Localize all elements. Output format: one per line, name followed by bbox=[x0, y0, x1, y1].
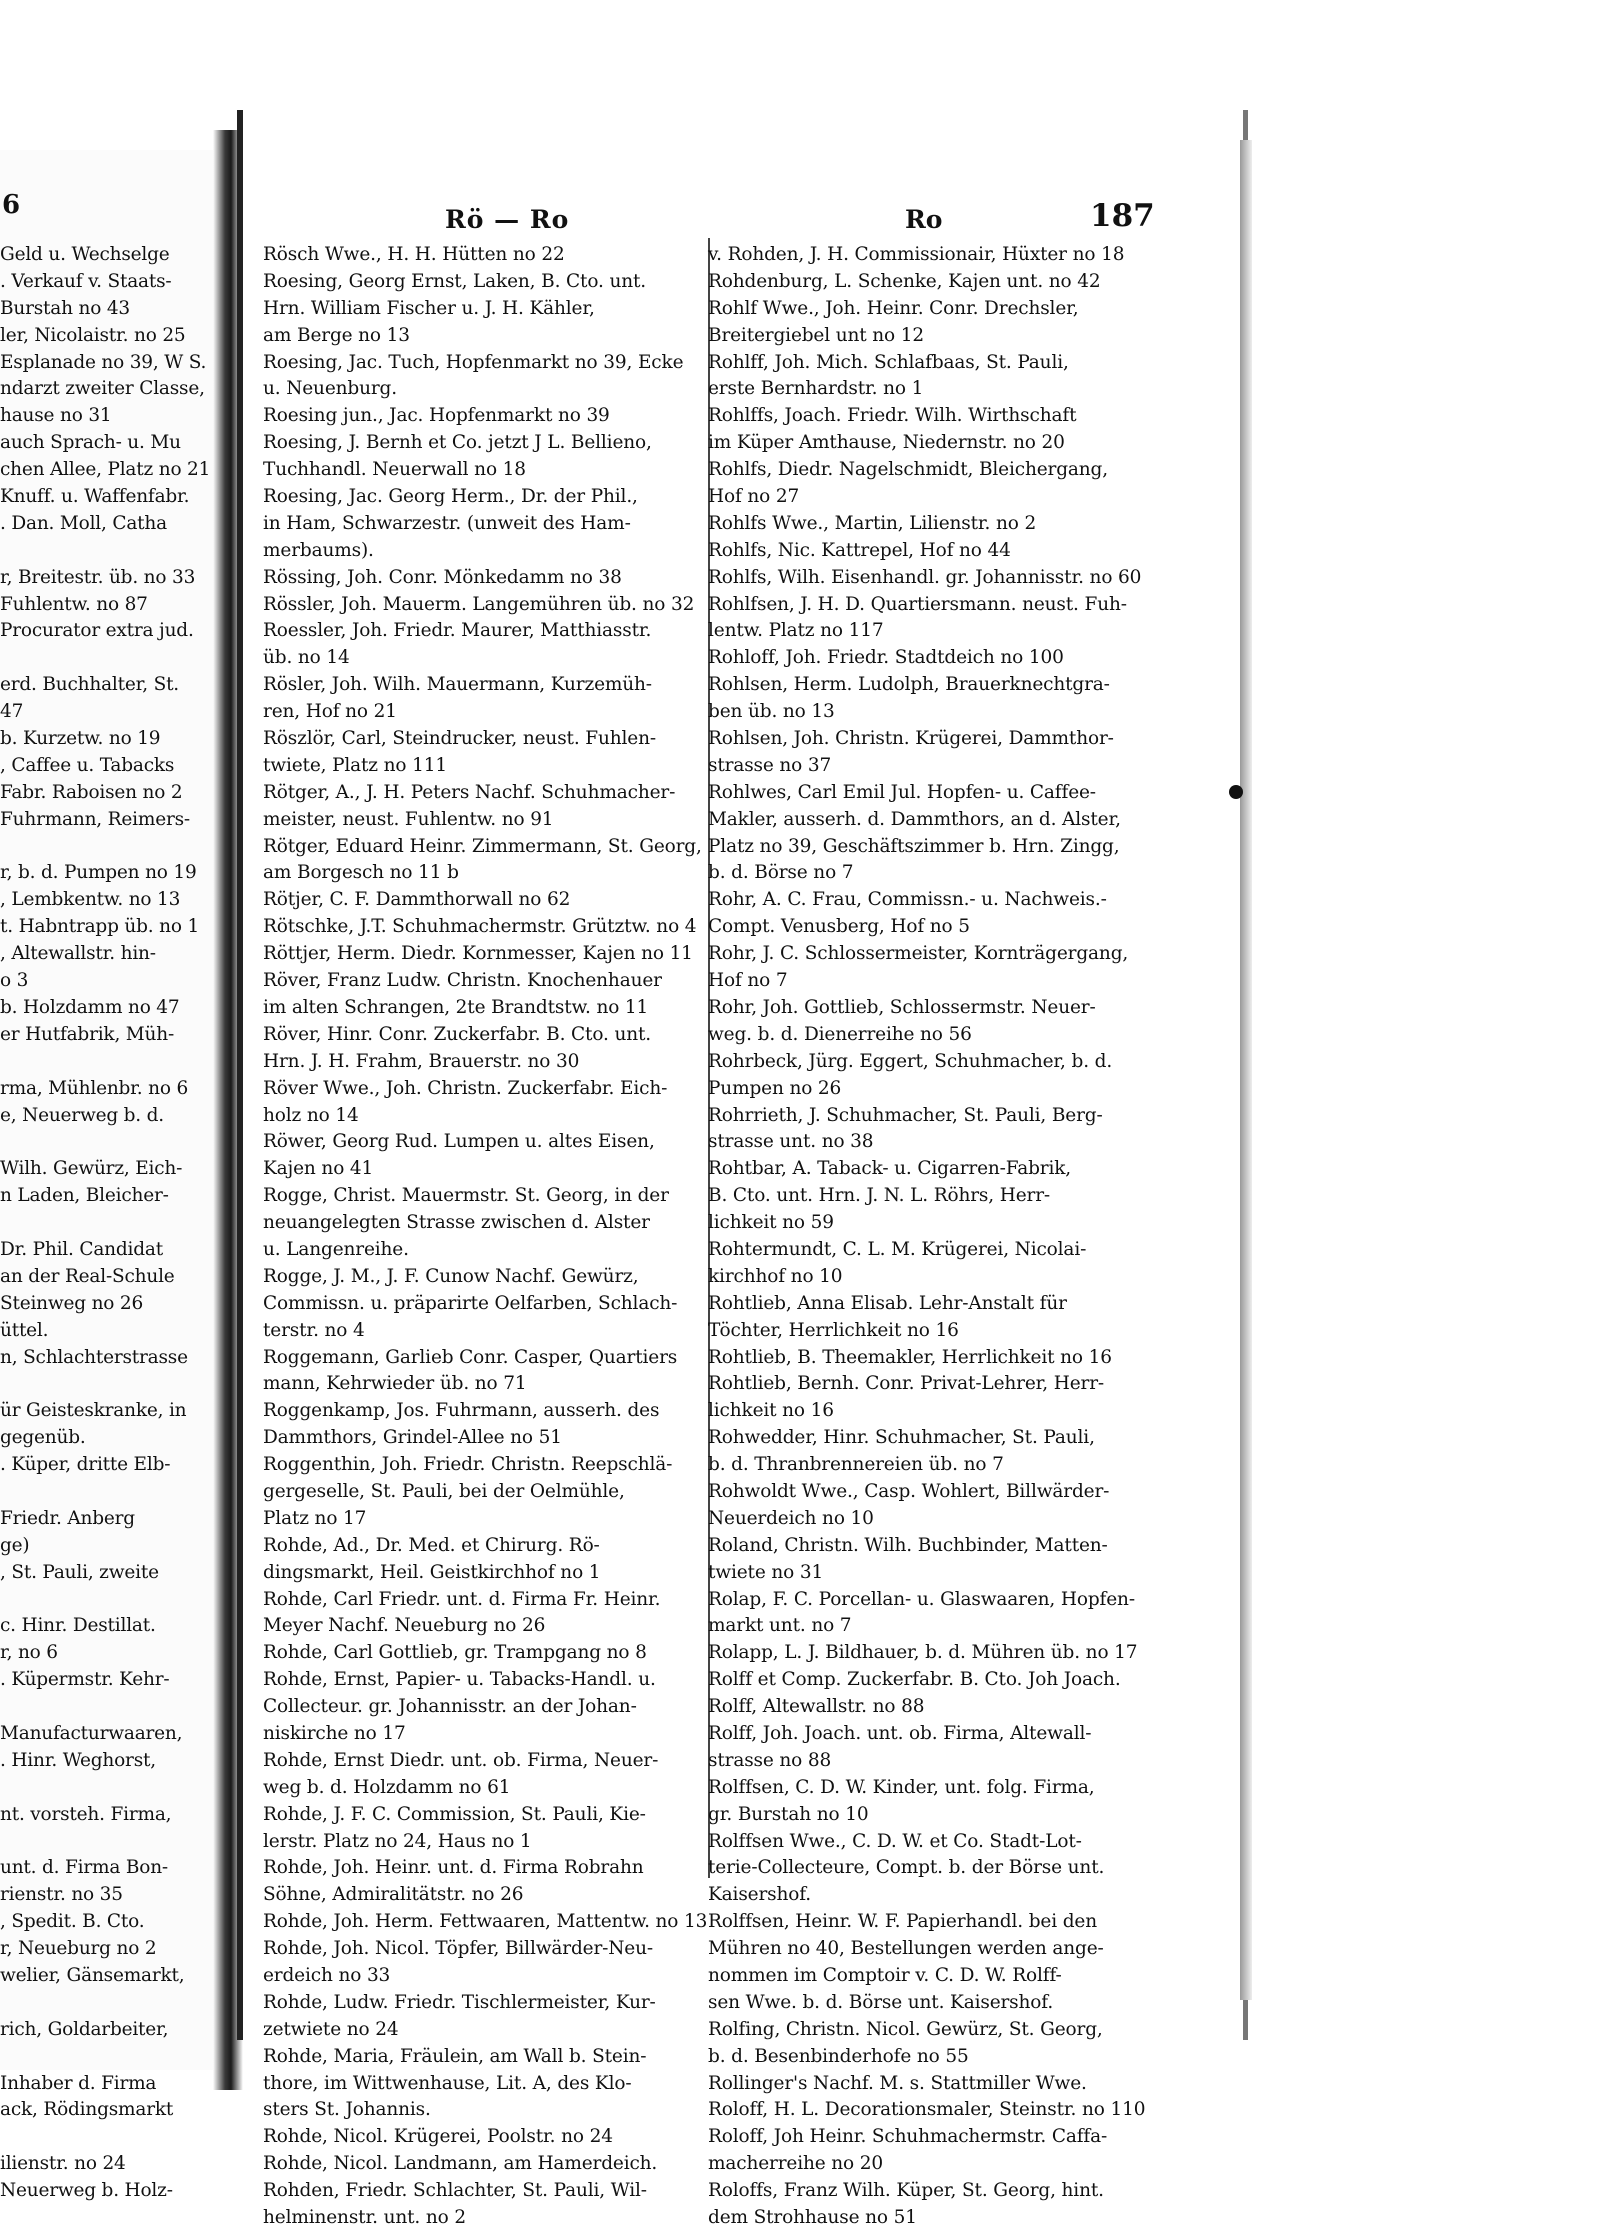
directory-entry-line: , Spedit. B. Cto. bbox=[0, 1911, 145, 1933]
directory-entry-line: Rohlwes, Carl Emil Jul. Hopfen- u. Caffee- bbox=[708, 781, 1096, 803]
directory-entry-line: ür Geisteskranke, in bbox=[0, 1400, 187, 1422]
directory-entry-line: Roessler, Joh. Friedr. Maurer, Matthiasstr. bbox=[263, 620, 652, 642]
directory-entry-line: Rohde, Maria, Fräulein, am Wall b. Stein- bbox=[263, 2045, 647, 2067]
directory-entry-line: Rohde, Ernst, Papier- u. Tabacks-Handl. u. bbox=[263, 1669, 656, 1691]
directory-entry-line: r, b. d. Pumpen no 19 bbox=[0, 862, 197, 884]
directory-entry-line: Hof no 27 bbox=[708, 486, 800, 508]
directory-entry-line: b. d. Besenbinderhofe no 55 bbox=[708, 2045, 969, 2067]
directory-entry-line: Rohlff, Joh. Mich. Schlafbaas, St. Pauli, bbox=[708, 351, 1069, 373]
directory-entry-line: zetwiete no 24 bbox=[263, 2018, 399, 2040]
page-edge bbox=[1240, 140, 1252, 2000]
directory-entry-line: Rolap, F. C. Porcellan- u. Glaswaaren, Hopfen- bbox=[708, 1588, 1135, 1610]
directory-entry-line: markt unt. no 7 bbox=[708, 1615, 852, 1637]
directory-entry-line bbox=[0, 1587, 225, 1614]
directory-entry-line: terstr. no 4 bbox=[263, 1319, 365, 1341]
directory-entry-line bbox=[0, 2124, 225, 2151]
directory-entry-line: Rollinger's Nachf. M. s. Stattmiller Wwe. bbox=[708, 2072, 1087, 2094]
directory-entry-line: Roesing, Georg Ernst, Laken, B. Cto. unt. bbox=[263, 270, 646, 292]
directory-entry-line: erste Bernhardstr. no 1 bbox=[708, 378, 924, 400]
directory-entry-line: dingsmarkt, Heil. Geistkirchhof no 1 bbox=[263, 1561, 601, 1583]
directory-entry-line: Knuff. u. Waffenfabr. bbox=[0, 486, 190, 508]
directory-entry-line: Procurator extra jud. bbox=[0, 620, 194, 642]
directory-entry-line: thore, im Wittwenhause, Lit. A, des Klo- bbox=[263, 2072, 632, 2094]
directory-entry-line: o 3 bbox=[0, 970, 29, 992]
directory-entry-line: ren, Hof no 21 bbox=[263, 701, 397, 723]
directory-entry-line: Collecteur. gr. Johannisstr. an der Johan- bbox=[263, 1696, 637, 1718]
directory-entry-line: Rohde, Carl Friedr. unt. d. Firma Fr. Heinr. bbox=[263, 1588, 661, 1610]
page-header-letters: Ro bbox=[905, 205, 943, 234]
directory-entry-line: Rössler, Joh. Mauerm. Langemühren üb. no 32 bbox=[263, 593, 695, 615]
directory-entry-line: Commissn. u. präparirte Oelfarben, Schlach- bbox=[263, 1292, 678, 1314]
directory-entry-line: üb. no 14 bbox=[263, 647, 350, 669]
directory-entry-line: dem Strohhause no 51 bbox=[708, 2207, 917, 2229]
directory-entry-line: Neuerdeich no 10 bbox=[708, 1507, 874, 1529]
directory-entry-line bbox=[0, 1990, 225, 2017]
directory-entry-line: hause no 31 bbox=[0, 405, 112, 427]
directory-entry-line: Rohwedder, Hinr. Schuhmacher, St. Pauli, bbox=[708, 1427, 1095, 1449]
directory-entry-line: rienstr. no 35 bbox=[0, 1884, 123, 1906]
directory-entry-line: lentw. Platz no 117 bbox=[708, 620, 884, 642]
directory-entry-line: am Berge no 13 bbox=[263, 324, 410, 346]
directory-entry-line bbox=[0, 1775, 225, 1802]
directory-entry-line: ge) bbox=[0, 1534, 30, 1556]
directory-entry-line: Dammthors, Grindel-Allee no 51 bbox=[263, 1427, 562, 1449]
directory-entry-line bbox=[0, 1694, 225, 1721]
directory-entry-line: Platz no 39, Geschäftszimmer b. Hrn. Zingg, bbox=[708, 835, 1120, 857]
directory-entry-line bbox=[0, 538, 225, 565]
directory-entry-line: Steinweg no 26 bbox=[0, 1292, 144, 1314]
directory-entry-line: helminenstr. unt. no 2 bbox=[263, 2207, 466, 2229]
directory-entry-line: Neuerweg b. Holz- bbox=[0, 2180, 173, 2202]
directory-entry-line: Wilh. Gewürz, Eich- bbox=[0, 1158, 183, 1180]
directory-entry-line: n Laden, Bleicher- bbox=[0, 1185, 169, 1207]
directory-entry-line: Kaisershof. bbox=[708, 1884, 812, 1906]
directory-entry-line: Rohtlieb, B. Theemakler, Herrlichkeit no 16 bbox=[708, 1346, 1112, 1368]
directory-entry-line: 47 bbox=[0, 701, 24, 723]
directory-entry-line: Rösler, Joh. Wilh. Mauermann, Kurzemüh- bbox=[263, 674, 652, 696]
directory-entry-line: Platz no 17 bbox=[263, 1507, 367, 1529]
directory-entry-line: t. Habntrapp üb. no 1 bbox=[0, 916, 200, 938]
directory-entry-line: Fuhlentw. no 87 bbox=[0, 593, 148, 615]
directory-entry-line: gergeselle, St. Pauli, bei der Oelmühle, bbox=[263, 1480, 625, 1502]
directory-entry-line: , Lembkentw. no 13 bbox=[0, 889, 181, 911]
directory-entry-line: Rolffsen, C. D. W. Kinder, unt. folg. Firma, bbox=[708, 1776, 1095, 1798]
directory-entry-line: Rohlfs, Nic. Kattrepel, Hof no 44 bbox=[708, 539, 1011, 561]
directory-entry-line: r, Neueburg no 2 bbox=[0, 1938, 157, 1960]
directory-entry-line: Kajen no 41 bbox=[263, 1158, 374, 1180]
directory-entry-line: Rötger, A., J. H. Peters Nachf. Schuhmacher- bbox=[263, 781, 676, 803]
directory-entry-line: ben üb. no 13 bbox=[708, 701, 835, 723]
directory-entry-line: lerstr. Platz no 24, Haus no 1 bbox=[263, 1830, 532, 1852]
directory-entry-line: Rohtermundt, C. L. M. Krügerei, Nicolai- bbox=[708, 1238, 1087, 1260]
directory-entry-line: Rohlfsen, J. H. D. Quartiersmann. neust. Fuh- bbox=[708, 593, 1127, 615]
directory-entry-line: r, no 6 bbox=[0, 1642, 58, 1664]
directory-entry-line: erd. Buchhalter, St. bbox=[0, 674, 179, 696]
directory-entry-line: er Hutfabrik, Müh- bbox=[0, 1023, 175, 1045]
directory-entry-line: Inhaber d. Firma bbox=[0, 2072, 157, 2094]
directory-entry-line: r, Breitestr. üb. no 33 bbox=[0, 566, 196, 588]
directory-entry-line: Rohr, J. C. Schlossermeister, Kornträgergang, bbox=[708, 943, 1129, 965]
directory-entry-line: Hrn. William Fischer u. J. H. Kähler, bbox=[263, 297, 595, 319]
directory-entry-line: Rohlsen, Herm. Ludolph, Brauerknechtgra- bbox=[708, 674, 1110, 696]
directory-entry-line: Röver Wwe., Joh. Christn. Zuckerfabr. Eich- bbox=[263, 1077, 668, 1099]
directory-entry-line: weg. b. d. Dienerreihe no 56 bbox=[708, 1023, 972, 1045]
directory-entry-line bbox=[0, 1479, 225, 1506]
directory-entry-line: strasse no 37 bbox=[708, 754, 832, 776]
directory-entry-line: Rogge, J. M., J. F. Cunow Nachf. Gewürz, bbox=[263, 1265, 639, 1287]
directory-entry-line: macherreihe no 20 bbox=[708, 2153, 884, 2175]
directory-entry-line: . Verkauf v. Staats- bbox=[0, 270, 172, 292]
directory-entry-line: Rolfing, Christn. Nicol. Gewürz, St. Georg, bbox=[708, 2018, 1103, 2040]
directory-entry-line: b. Holzdamm no 47 bbox=[0, 996, 180, 1018]
directory-entry-line: strasse unt. no 38 bbox=[708, 1131, 874, 1153]
directory-column-2 bbox=[708, 242, 1188, 2232]
directory-entry-line: Fuhrmann, Reimers- bbox=[0, 808, 190, 830]
directory-entry-line bbox=[0, 1129, 225, 1156]
directory-entry-line: im Küper Amthause, Niedernstr. no 20 bbox=[708, 432, 1065, 454]
directory-entry-line: Rötschke, J.T. Schuhmachermstr. Grütztw. no 4 bbox=[263, 916, 697, 938]
directory-entry-line: ack, Rödingsmarkt bbox=[0, 2099, 174, 2121]
directory-entry-line: Rössing, Joh. Conr. Mönkedamm no 38 bbox=[263, 566, 622, 588]
directory-entry-line: Friedr. Anberg bbox=[0, 1507, 135, 1529]
directory-entry-line: Röszlör, Carl, Steindrucker, neust. Fuhlen- bbox=[263, 728, 656, 750]
directory-entry-line: Mühren no 40, Bestellungen werden ange- bbox=[708, 1938, 1104, 1960]
directory-column-1 bbox=[263, 242, 718, 2232]
directory-entry-line: meister, neust. Fuhlentw. no 91 bbox=[263, 808, 554, 830]
directory-entry-line: Meyer Nachf. Neueburg no 26 bbox=[263, 1615, 546, 1637]
directory-entry-line: merbaums). bbox=[263, 539, 374, 561]
directory-entry-line: Rohwoldt Wwe., Casp. Wohlert, Billwärder- bbox=[708, 1480, 1110, 1502]
directory-entry-line: Rohde, Ludw. Friedr. Tischlermeister, Kur- bbox=[263, 1991, 656, 2013]
directory-entry-line: unt. d. Firma Bon- bbox=[0, 1857, 168, 1879]
left-page-lines bbox=[0, 242, 225, 2205]
directory-entry-line: am Borgesch no 11 b bbox=[263, 862, 459, 884]
directory-entry-line: rma, Mühlenbr. no 6 bbox=[0, 1077, 189, 1099]
directory-entry-line: Rolff et Comp. Zuckerfabr. B. Cto. Joh Joach. bbox=[708, 1669, 1121, 1691]
directory-entry-line: ilienstr. no 24 bbox=[0, 2153, 126, 2175]
directory-entry-line: Rohlfs, Diedr. Nagelschmidt, Bleichergang, bbox=[708, 459, 1108, 481]
directory-entry-line: . Hinr. Weghorst, bbox=[0, 1749, 156, 1771]
directory-entry-line: Rohde, Nicol. Landmann, am Hamerdeich. bbox=[263, 2153, 658, 2175]
directory-entry-line bbox=[0, 1210, 225, 1237]
directory-entry-line: Hof no 7 bbox=[708, 970, 788, 992]
directory-entry-line: lichkeit no 59 bbox=[708, 1212, 834, 1234]
directory-entry-line: Roland, Christn. Wilh. Buchbinder, Matten- bbox=[708, 1534, 1108, 1556]
directory-entry-line: . Küper, dritte Elb- bbox=[0, 1454, 171, 1476]
directory-entry-line: im alten Schrangen, 2te Brandtstw. no 11 bbox=[263, 996, 649, 1018]
directory-entry-line: Makler, ausserh. d. Dammthors, an d. Alster, bbox=[708, 808, 1121, 830]
directory-entry-line: b. d. Thranbrennereien üb. no 7 bbox=[708, 1454, 1004, 1476]
left-page-number: 6 bbox=[2, 190, 21, 220]
directory-entry-line: sters St. Johannis. bbox=[263, 2099, 431, 2121]
directory-entry-line: Rohde, Joh. Nicol. Töpfer, Billwärder-Neu- bbox=[263, 1938, 653, 1960]
directory-entry-line: Rolff, Altewallstr. no 88 bbox=[708, 1696, 925, 1718]
directory-entry-line: terie-Collecteure, Compt. b. der Börse unt. bbox=[708, 1857, 1105, 1879]
directory-entry-line: Rohden, Friedr. Schlachter, St. Pauli, Wil- bbox=[263, 2180, 647, 2202]
directory-entry-line: . Küpermstr. Kehr- bbox=[0, 1669, 170, 1691]
ink-spot bbox=[1229, 785, 1243, 799]
directory-entry-line: Söhne, Admiralitätstr. no 26 bbox=[263, 1884, 524, 1906]
directory-entry-line: Roggenkamp, Jos. Fuhrmann, ausserh. des bbox=[263, 1400, 660, 1422]
directory-entry-line: Rohr, A. C. Frau, Commissn.- u. Nachweis.- bbox=[708, 889, 1107, 911]
directory-entry-line: Rohr, Joh. Gottlieb, Schlossermstr. Neuer- bbox=[708, 996, 1096, 1018]
directory-entry-line: c. Hinr. Destillat. bbox=[0, 1615, 156, 1637]
directory-entry-line: v. Rohden, J. H. Commissionair, Hüxter no 18 bbox=[708, 244, 1125, 265]
directory-entry-line: gr. Burstah no 10 bbox=[708, 1803, 869, 1825]
directory-entry-line: holz no 14 bbox=[263, 1104, 359, 1126]
directory-entry-line: Rohtlieb, Bernh. Conr. Privat-Lehrer, Herr- bbox=[708, 1373, 1105, 1395]
directory-entry-line bbox=[0, 2044, 225, 2071]
directory-entry-line bbox=[0, 834, 225, 861]
directory-entry-line: ndarzt zweiter Classe, bbox=[0, 378, 205, 400]
directory-entry-line: . Dan. Moll, Catha bbox=[0, 512, 167, 534]
directory-entry-line: Rohtbar, A. Taback- u. Cigarren-Fabrik, bbox=[708, 1158, 1072, 1180]
directory-entry-line: b. Kurzetw. no 19 bbox=[0, 728, 161, 750]
directory-entry-line: Rohloff, Joh. Friedr. Stadtdeich no 100 bbox=[708, 647, 1064, 669]
directory-entry-line: Roggenthin, Joh. Friedr. Christn. Reepschlä- bbox=[263, 1454, 673, 1476]
directory-entry-line: , Altewallstr. hin- bbox=[0, 943, 156, 965]
directory-entry-line: Rohtlieb, Anna Elisab. Lehr-Anstalt für bbox=[708, 1292, 1067, 1314]
directory-entry-line: Rolffsen, Heinr. W. F. Papierhandl. bei den bbox=[708, 1911, 1097, 1933]
directory-entry-line: Rohdenburg, L. Schenke, Kajen unt. no 42 bbox=[708, 270, 1101, 292]
directory-entry-line: u. Langenreihe. bbox=[263, 1238, 409, 1260]
directory-entry-line: Röver, Hinr. Conr. Zuckerfabr. B. Cto. unt. bbox=[263, 1023, 651, 1045]
directory-entry-line bbox=[0, 1371, 225, 1398]
directory-entry-line: Manufacturwaaren, bbox=[0, 1722, 183, 1744]
directory-entry-line: an der Real-Schule bbox=[0, 1265, 175, 1287]
directory-entry-line: Rohde, Ernst Diedr. unt. ob. Firma, Neuer- bbox=[263, 1749, 659, 1771]
directory-entry-line: Compt. Venusberg, Hof no 5 bbox=[708, 916, 970, 938]
directory-entry-line: Röver, Franz Ludw. Christn. Knochenhauer bbox=[263, 970, 662, 992]
directory-entry-line: Breitergiebel unt no 12 bbox=[708, 324, 924, 346]
directory-entry-line: Rötger, Eduard Heinr. Zimmermann, St. Georg, bbox=[263, 835, 702, 857]
directory-entry-line: Tuchhandl. Neuerwall no 18 bbox=[263, 459, 526, 481]
directory-entry-line: niskirche no 17 bbox=[263, 1722, 406, 1744]
directory-entry-line: nt. vorsteh. Firma, bbox=[0, 1803, 172, 1825]
directory-entry-line: Rogge, Christ. Mauermstr. St. Georg, in der bbox=[263, 1185, 669, 1207]
directory-entry-line: , St. Pauli, zweite bbox=[0, 1561, 159, 1583]
directory-entry-line: Rohde, Joh. Herm. Fettwaaren, Mattentw. no 13 bbox=[263, 1911, 708, 1933]
directory-entry-line: weg b. d. Holzdamm no 61 bbox=[263, 1776, 511, 1798]
directory-entry-line: welier, Gänsemarkt, bbox=[0, 1965, 185, 1986]
directory-entry-line: lichkeit no 16 bbox=[708, 1400, 834, 1422]
directory-entry-line bbox=[0, 645, 225, 672]
directory-entry-line: in Ham, Schwarzestr. (unweit des Ham- bbox=[263, 512, 631, 534]
directory-entry-line: , Caffee u. Tabacks bbox=[0, 754, 175, 776]
directory-entry-line: B. Cto. unt. Hrn. J. N. L. Röhrs, Herr- bbox=[708, 1185, 1051, 1207]
directory-entry-line: Rohlffs, Joach. Friedr. Wilh. Wirthschaft bbox=[708, 405, 1077, 427]
directory-entry-line: Töchter, Herrlichkeit no 16 bbox=[708, 1319, 959, 1341]
directory-entry-line: Rolff, Joh. Joach. unt. ob. Firma, Altewall- bbox=[708, 1722, 1092, 1744]
directory-entry-line: Roesing, J. Bernh et Co. jetzt J L. Bellieno, bbox=[263, 432, 652, 454]
directory-entry-line: erdeich no 33 bbox=[263, 1965, 391, 1986]
directory-entry-line: Roggemann, Garlieb Conr. Casper, Quartiers bbox=[263, 1346, 678, 1368]
directory-entry-line: strasse no 88 bbox=[708, 1749, 832, 1771]
directory-entry-line: Rohlf Wwe., Joh. Heinr. Conr. Drechsler, bbox=[708, 297, 1079, 319]
directory-entry-line: Esplanade no 39, W S. bbox=[0, 351, 207, 373]
directory-entry-line: Röwer, Georg Rud. Lumpen u. altes Eisen, bbox=[263, 1131, 655, 1153]
directory-entry-line: Röttjer, Herm. Diedr. Kornmesser, Kajen no 11 bbox=[263, 943, 693, 965]
directory-entry-line: ler, Nicolaistr. no 25 bbox=[0, 324, 186, 346]
directory-entry-line: Rohde, Carl Gottlieb, gr. Trampgang no 8 bbox=[263, 1642, 647, 1664]
directory-entry-line: chen Allee, Platz no 21 bbox=[0, 459, 211, 481]
directory-entry-line: kirchhof no 10 bbox=[708, 1265, 843, 1287]
directory-entry-line: sen Wwe. b. d. Börse unt. Kaisershof. bbox=[708, 1991, 1054, 2013]
directory-entry-line: Rolffsen Wwe., C. D. W. et Co. Stadt-Lot- bbox=[708, 1830, 1082, 1852]
directory-entry-line: Roloff, H. L. Decorationsmaler, Steinstr. no 110 bbox=[708, 2099, 1146, 2121]
directory-entry-line bbox=[0, 1049, 225, 1076]
directory-entry-line: mann, Kehrwieder üb. no 71 bbox=[263, 1373, 527, 1395]
directory-entry-line: Rohlfs, Wilh. Eisenhandl. gr. Johannisstr. no 60 bbox=[708, 566, 1142, 588]
directory-entry-line: rich, Goldarbeiter, bbox=[0, 2018, 169, 2040]
directory-entry-line: Rohrbeck, Jürg. Eggert, Schuhmacher, b. d. bbox=[708, 1050, 1113, 1072]
directory-entry-line: twiete, Platz no 111 bbox=[263, 754, 447, 776]
directory-entry-line: Rohde, Nicol. Krügerei, Poolstr. no 24 bbox=[263, 2126, 613, 2148]
directory-entry-line: Roloffs, Franz Wilh. Küper, St. Georg, hint. bbox=[708, 2180, 1104, 2202]
directory-entry-line: Rohlfs Wwe., Martin, Lilienstr. no 2 bbox=[708, 512, 1037, 534]
directory-entry-line: u. Neuenburg. bbox=[263, 378, 397, 400]
directory-entry-line: b. d. Börse no 7 bbox=[708, 862, 854, 884]
directory-entry-line: Hrn. J. H. Frahm, Brauerstr. no 30 bbox=[263, 1050, 580, 1072]
directory-entry-line: Rösch Wwe., H. H. Hütten no 22 bbox=[263, 244, 565, 265]
directory-entry-line: n, Schlachterstrasse bbox=[0, 1346, 188, 1368]
directory-entry-line: Rohrrieth, J. Schuhmacher, St. Pauli, Berg- bbox=[708, 1104, 1103, 1126]
directory-entry-line: Rötjer, C. F. Dammthorwall no 62 bbox=[263, 889, 571, 911]
directory-entry-line: Rohde, Ad., Dr. Med. et Chirurg. Rö- bbox=[263, 1534, 600, 1556]
page-header-range: Rö — Ro bbox=[445, 205, 570, 234]
directory-entry-line: Rolapp, L. J. Bildhauer, b. d. Mühren üb. no 17 bbox=[708, 1642, 1138, 1664]
directory-entry-line: Fabr. Raboisen no 2 bbox=[0, 781, 183, 803]
directory-entry-line: Pumpen no 26 bbox=[708, 1077, 842, 1099]
page-number: 187 bbox=[1090, 198, 1155, 234]
directory-entry-line: nommen im Comptoir v. C. D. W. Rolff- bbox=[708, 1965, 1062, 1986]
directory-entry-line: Roesing jun., Jac. Hopfenmarkt no 39 bbox=[263, 405, 610, 427]
directory-entry-line: gegenüb. bbox=[0, 1427, 86, 1449]
directory-entry-line: Roesing, Jac. Tuch, Hopfenmarkt no 39, Ecke bbox=[263, 351, 684, 373]
directory-entry-line: Rohde, Joh. Heinr. unt. d. Firma Robrahn bbox=[263, 1857, 644, 1879]
directory-entry-line: Dr. Phil. Candidat bbox=[0, 1238, 163, 1260]
directory-entry-line: üttel. bbox=[0, 1319, 49, 1341]
directory-entry-line: twiete no 31 bbox=[708, 1561, 824, 1583]
directory-entry-line: Rohlsen, Joh. Christn. Krügerei, Dammthor- bbox=[708, 728, 1114, 750]
directory-entry-line: Roesing, Jac. Georg Herm., Dr. der Phil., bbox=[263, 486, 638, 508]
directory-entry-line bbox=[0, 1829, 225, 1856]
directory-entry-line: Geld u. Wechselge bbox=[0, 244, 170, 265]
directory-entry-line: Burstah no 43 bbox=[0, 297, 130, 319]
directory-entry-line: Rohde, J. F. C. Commission, St. Pauli, Kie- bbox=[263, 1803, 646, 1825]
directory-entry-line: auch Sprach- u. Mu bbox=[0, 432, 181, 454]
directory-entry-line: Roloff, Joh Heinr. Schuhmachermstr. Caffa- bbox=[708, 2126, 1108, 2148]
left-page-fragment bbox=[0, 150, 225, 2202]
directory-entry-line: neuangelegten Strasse zwischen d. Alster bbox=[263, 1212, 650, 1234]
directory-entry-line: e, Neuerweg b. d. bbox=[0, 1104, 164, 1126]
